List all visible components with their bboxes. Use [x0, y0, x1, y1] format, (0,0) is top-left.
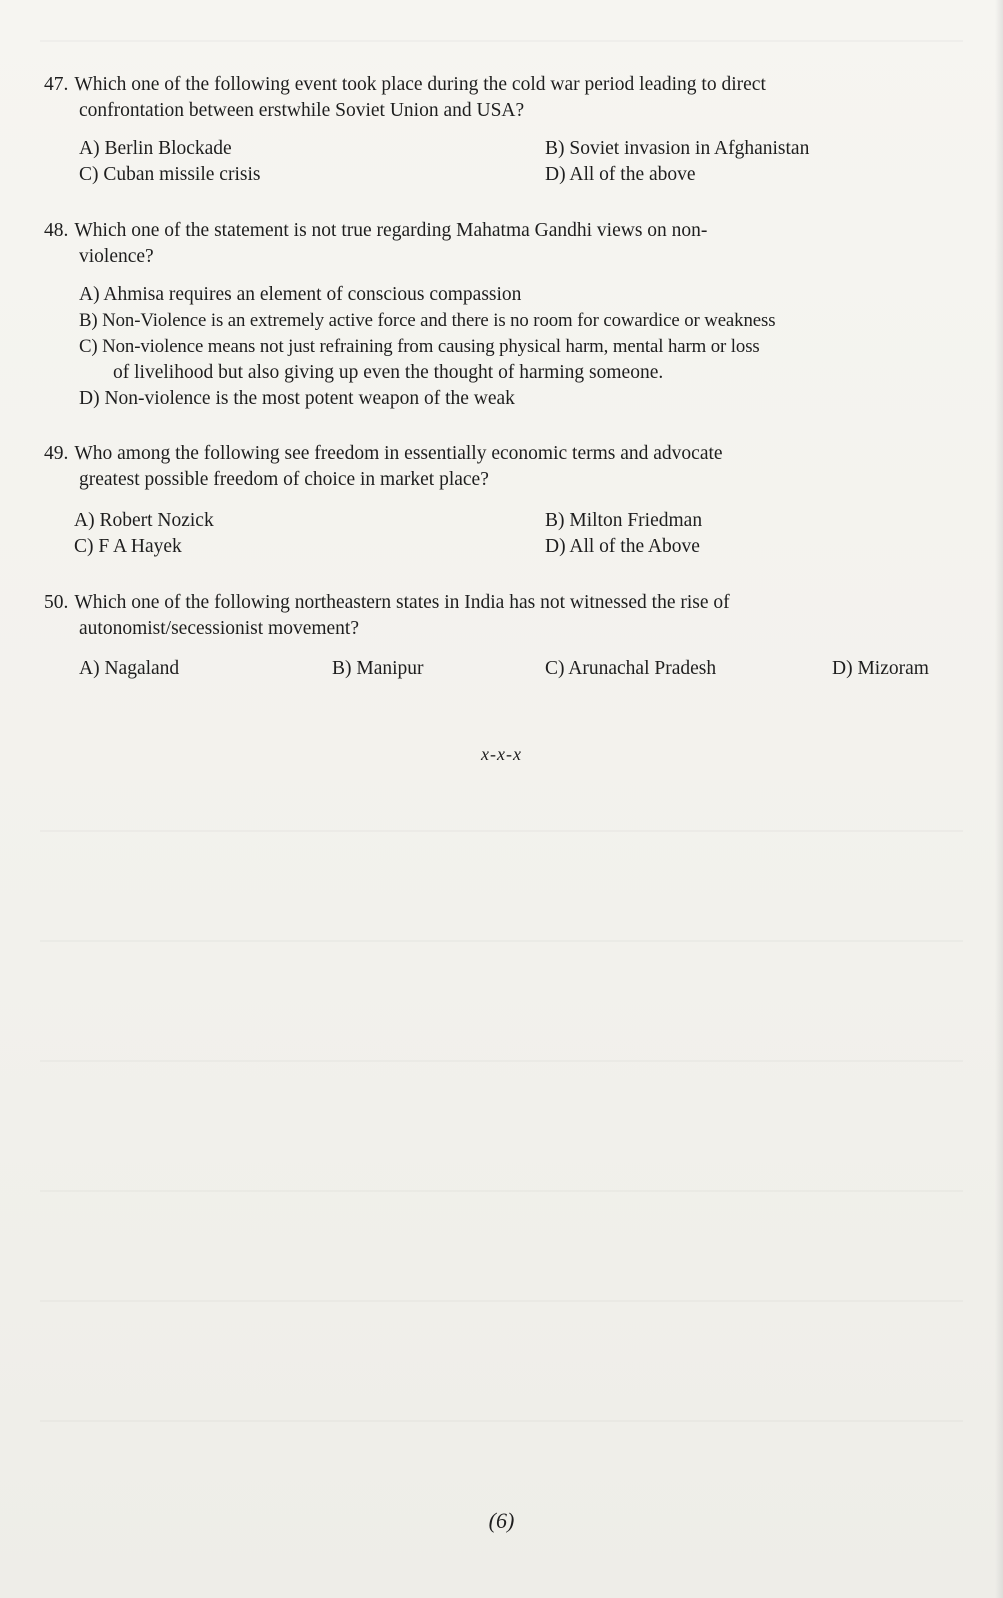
question-text-line2: violence?: [79, 246, 154, 267]
option-a: A) Berlin Blockade: [79, 138, 232, 159]
question-text-line1: Which one of the following event took place during the cold war period leading to direct: [74, 74, 766, 95]
option-b: B) Milton Friedman: [545, 510, 703, 531]
bleed-through-line: [40, 1060, 963, 1062]
question-50-text: [44, 590, 982, 616]
option-d: D) All of the Above: [545, 536, 700, 557]
option-c: C) Cuban missile crisis: [79, 164, 261, 185]
option-a: A) Robert Nozick: [74, 510, 214, 531]
question-text-line1: Who among the following see freedom in essentially economic terms and advocate: [74, 443, 723, 464]
question-text-line2: greatest possible freedom of choice in market place?: [79, 469, 489, 490]
option-b: B) Non-Violence is an extremely active force and there is no room for cowardice or weakness: [79, 310, 776, 331]
question-text-line1: Which one of the statement is not true regarding Mahatma Gandhi views on non-: [74, 220, 708, 241]
bleed-through-line: [40, 40, 963, 42]
bleed-through-line: [40, 1190, 963, 1192]
question-48-text: [44, 218, 982, 244]
option-d: D) Non-violence is the most potent weapon of the weak: [79, 388, 515, 409]
bleed-through-line: [40, 940, 963, 942]
option-b: B) Soviet invasion in Afghanistan: [545, 138, 810, 159]
option-c: C) F A Hayek: [74, 536, 182, 557]
question-number: 50.: [44, 592, 69, 613]
option-c: C) Arunachal Pradesh: [545, 658, 717, 679]
end-mark: x-x-x: [481, 744, 522, 764]
page-number: (6): [488, 1508, 515, 1533]
question-text-line2: autonomist/secessionist movement?: [79, 618, 359, 639]
question-text-line1: Which one of the following northeastern states in India has not witnessed the rise of: [74, 592, 730, 613]
option-b: B) Manipur: [332, 658, 424, 679]
question-text-line2: confrontation between erstwhile Soviet Union and USA?: [79, 100, 525, 121]
option-c-line1: C) Non-violence means not just refraining from causing physical harm, mental harm or loss: [79, 336, 760, 357]
bleed-through-line: [40, 1300, 963, 1302]
page-edge: [995, 0, 1003, 1598]
question-number: 49.: [44, 443, 69, 464]
option-d: D) All of the above: [545, 164, 696, 185]
option-a: A) Nagaland: [79, 658, 180, 679]
option-d: D) Mizoram: [832, 658, 929, 679]
question-47-text: [44, 72, 982, 98]
bleed-through-line: [40, 830, 963, 832]
question-number: 48.: [44, 220, 69, 241]
option-a: A) Ahmisa requires an element of conscious compassion: [79, 284, 522, 305]
question-49-text: [44, 441, 982, 467]
bleed-through-line: [40, 1420, 963, 1422]
option-c-line2: of livelihood but also giving up even the thought of harming someone.: [113, 362, 664, 383]
question-number: 47.: [44, 74, 69, 95]
